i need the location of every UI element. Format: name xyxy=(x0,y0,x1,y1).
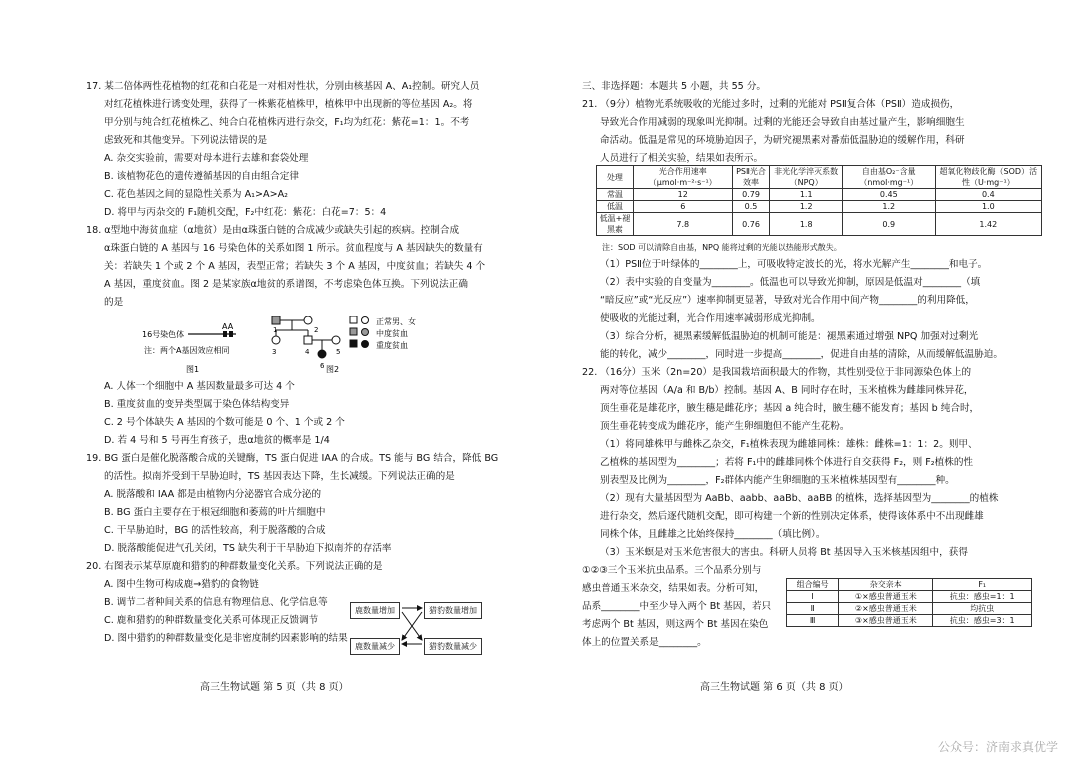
table-cross xyxy=(786,578,1032,627)
table-cell: 0.4 xyxy=(935,189,1041,201)
table-cell: 低温 xyxy=(597,201,634,213)
table-cell: ③×感虫普通玉米 xyxy=(839,615,933,627)
table-row xyxy=(597,189,1042,201)
box-deer-increase: 鹿数量增加 xyxy=(350,602,400,619)
table-cell: 0.79 xyxy=(732,189,770,201)
table-header: 超氧化物歧化酶（SOD）活性（U·mg⁻¹） xyxy=(935,166,1041,189)
table-header: 自由基O₂⁻含量（nmol·mg⁻¹） xyxy=(842,166,935,189)
text-line: A. 脱落酸和 IAA 都是由植物内分泌器官合成分泌的 xyxy=(104,489,322,500)
text-line: C. 花色基因之间的显隐性关系为 A₁>A>A₂ xyxy=(104,189,289,200)
svg-text:5: 5 xyxy=(336,348,341,356)
text-line: 别表型及比例为________，F₂群体内能产生卵细胞的玉米植株基因型有________种。 xyxy=(600,475,955,486)
text-line: 19. BG 蛋白是催化脱落酸合成的关键酶，TS 蛋白促进 IAA 的合成。TS 能与 BG 结合，降低 BG xyxy=(86,453,499,464)
svg-text:3: 3 xyxy=(272,348,277,356)
text-line: C. 鹿和猎豹的种群数量变化关系可体现正反馈调节 xyxy=(104,615,319,626)
text-line: （3）玉米螟是对玉米危害很大的害虫。科研人员将 Bt 基因导入玉米核基因组中，获得 xyxy=(600,547,968,558)
text-line: 导致光合作用减弱的现象叫光抑制。过剩的光能还会导致自由基过量产生，影响细胞生 xyxy=(600,117,965,128)
table-header: 处理 xyxy=(597,166,634,189)
text-line: A 基因，重度贫血。图 2 是某家族α地贫的系谱图，不考虑染色体互换。下列说法正确 xyxy=(104,279,468,290)
svg-text:4: 4 xyxy=(305,348,310,356)
text-line: D. 若 4 号和 5 号再生育孩子，患α地贫的概率是 1/4 xyxy=(104,435,330,446)
text-line: D. 将甲与丙杂交的 F₁随机交配，F₂中红花：紫花：白花=7：5：4 xyxy=(104,207,387,218)
table-cell: 7.8 xyxy=(633,213,732,236)
text-line: 18. α型地中海贫血症（α地贫）是由α珠蛋白链的合成减少或缺失引起的疾病。控制合成 xyxy=(86,225,460,236)
text-line: B. 该植物花色的遗传遵循基因的自由组合定律 xyxy=(104,171,299,182)
table-cell: 1.0 xyxy=(935,201,1041,213)
text-line: （2）现有大量基因型为 AaBb、aabb、aaBb、aaBB 的植株，选择基因型为________的植株 xyxy=(600,493,999,504)
table-cell: 均抗虫 xyxy=(933,603,1032,615)
text-line: （3）综合分析，褪黑素缓解低温胁迫的机制可能是：褪黑素通过增强 NPQ 加强对过剩光 xyxy=(600,331,979,342)
text-line: B. 重度贫血的变异类型属于染色体结构变异 xyxy=(104,399,290,410)
fig2-caption: 图2 xyxy=(326,365,340,374)
text-line: 顶生垂花转变成为雌花序，能产生卵细胞但不能产生花粉。 xyxy=(600,421,850,432)
aa-label: AA xyxy=(222,322,234,331)
svg-text:正常男、女: 正常男、女 xyxy=(376,317,416,326)
table-header: 组合编号 xyxy=(787,579,839,591)
table-cell: 1.42 xyxy=(935,213,1041,236)
table-cell: 0.9 xyxy=(842,213,935,236)
table-cell: 12 xyxy=(633,189,732,201)
table-photosynthesis xyxy=(596,165,1042,236)
table-cell: Ⅱ xyxy=(787,603,839,615)
text-line: 能的转化，减少________，同时进一步提高________，促进自由基的清除，从而缓解低温胁迫。 xyxy=(600,349,1003,360)
text-line: 三、非选择题：本题共 5 小题，共 55 分。 xyxy=(582,81,767,92)
figure-1-2 xyxy=(86,316,491,376)
text-line: A. 图中生物可构成鹿→猎豹的食物链 xyxy=(104,579,259,590)
table-cell: 1.8 xyxy=(770,213,842,236)
text-line: 22. （16分）玉米（2n=20）是我国栽培面积最大的作物，其性别受位于非同源染色体上的 xyxy=(582,367,972,378)
text-line: 的是 xyxy=(104,297,124,308)
text-line: 关：若缺失 1 个或 2 个 A 基因，表型正常；若缺失 3 个 A 基因，中度贫血；若缺失 4 个 xyxy=(104,261,486,272)
text-line: D. 图中猎豹的种群数量变化是非密度制约因素影响的结果 xyxy=(104,633,348,644)
box-cheetah-increase: 猎豹数量增加 xyxy=(424,602,482,619)
text-line: 两对等位基因（A/a 和 B/b）控制。基因 A、B 同时存在时，玉米植株为雌雄同株异花， xyxy=(600,385,974,396)
svg-text:1: 1 xyxy=(273,326,278,334)
text-line: 20. 右图表示某草原鹿和猎豹的种群数量变化关系。下列说法正确的是 xyxy=(86,561,383,572)
text-line: 感虫普通玉米杂交，结果如表。分析可知， xyxy=(582,583,765,594)
text-line: B. 调节二者种间关系的信息有物理信息、化学信息等 xyxy=(104,597,328,608)
table-cell: Ⅰ xyxy=(787,591,839,603)
text-line: “暗反应”或“光反应”）速率抑制更显著，导致对光合作用中间产物________的利用降低， xyxy=(600,295,975,306)
table-row xyxy=(597,201,1042,213)
table-cell: 常温 xyxy=(597,189,634,201)
text-line: 品系________中至少导入两个 Bt 基因，若只 xyxy=(582,601,772,612)
text-line: 顶生垂花是雄花序，腋生穗是雌花序；基因 a 纯合时，腋生穗不能发育；基因 b 纯合时， xyxy=(600,403,980,414)
table-cell: ①×感虫普通玉米 xyxy=(839,591,933,603)
table-cell: 0.45 xyxy=(842,189,935,201)
footer-right: 高三生物试题 第 6 页（共 8 页） xyxy=(700,682,849,693)
svg-text:重度贫血: 重度贫血 xyxy=(376,341,408,350)
chrom-label: 16号染色体 xyxy=(142,330,185,339)
table-cell: 0.5 xyxy=(732,201,770,213)
table-cell: 抗虫：感虫=1：1 xyxy=(933,591,1032,603)
text-line: 乙植株的基因型为________；若将 F₁中的雌雄同株个体进行自交获得 F₂，则 F₂植株的性 xyxy=(600,457,974,468)
text-line: 使吸收的光能过剩，光合作用速率减弱形成光抑制。 xyxy=(600,313,821,324)
text-line: 17. 某二倍体两性花植物的红花和白花是一对相对性状，分别由核基因 A、A₁控制。研究人员 xyxy=(86,81,480,92)
fig1-caption: 图1 xyxy=(186,365,200,374)
table-cell: 低温+褪黑素 xyxy=(597,213,634,236)
table-header: 杂交亲本 xyxy=(839,579,933,591)
text-line: ①②③三个玉米抗虫品系。三个品系分别与 xyxy=(582,565,762,576)
right-page xyxy=(582,78,1002,168)
text-line: D. 脱落酸能促进气孔关闭，TS 缺失利于干旱胁迫下拟南芥的存活率 xyxy=(104,543,392,554)
table-header: 非光化学淬灭系数（NPQ） xyxy=(770,166,842,189)
text-line: （1）将同雄株甲与雌株乙杂交，F₁植株表现为雌雄同株：雄株：雌株=1：1：2。则甲、 xyxy=(600,439,978,450)
text-line: 考虑两个 Bt 基因，则这两个 Bt 基因在染色 xyxy=(582,619,769,630)
box-deer-decrease: 鹿数量减少 xyxy=(350,638,400,655)
table-row xyxy=(787,615,1032,627)
box-cheetah-decrease: 猎豹数量减少 xyxy=(424,638,482,655)
text-line: （1）PSⅡ位于叶绿体的________上，可吸收特定波长的光，将水光解产生________和电子。 xyxy=(600,259,988,270)
text-line: B. BG 蛋白主要存在于根冠细胞和萎蔫的叶片细胞中 xyxy=(104,507,326,518)
table-note: 注：SOD 可以清除自由基，NPQ 能将过剩的光能以热能形式散失。 xyxy=(602,243,842,252)
table-row xyxy=(787,603,1032,615)
text-line: 虑致死和其他变异。下列说法错误的是 xyxy=(104,135,268,146)
table-cell: 抗虫：感虫=3：1 xyxy=(933,615,1032,627)
footer-left: 高三生物试题 第 5 页（共 8 页） xyxy=(200,682,349,693)
left-page xyxy=(86,78,499,648)
text-line: 体上的位置关系是________。 xyxy=(582,637,707,648)
table-cell: 6 xyxy=(633,201,732,213)
pedigree-figure xyxy=(86,316,491,376)
text-line: 的活性。拟南芥受到干旱胁迫时，TS 基因表达下降，生长减缓。下列说法正确的是 xyxy=(104,471,455,482)
table-cell: Ⅲ xyxy=(787,615,839,627)
table-header: 光合作用速率（μmol·m⁻²·s⁻¹） xyxy=(633,166,732,189)
table-cell: ②×感虫普通玉米 xyxy=(839,603,933,615)
table-header: PSⅡ光合效率 xyxy=(732,166,770,189)
text-line: 21. （9分）植物光系统吸收的光能过多时，过剩的光能对 PSⅡ复合体（PSⅡ）造成损伤， xyxy=(582,99,960,110)
svg-text:2: 2 xyxy=(314,326,319,334)
text-line: （2）表中实验的自变量为________。低温也可以导致光抑制，原因是低温对________（填 xyxy=(600,277,981,288)
text-line: A. 杂交实验前，需要对母本进行去雄和套袋处理 xyxy=(104,153,309,164)
watermark: 公众号：济南求真优学 xyxy=(937,740,1058,754)
table-cell: 0.76 xyxy=(732,213,770,236)
text-line: 人员进行了相关实验，结果如表所示。 xyxy=(600,153,764,164)
fig-note: 注：两个A基因效应相同 xyxy=(144,346,230,355)
table-row xyxy=(787,591,1032,603)
table-header: F₁ xyxy=(933,579,1032,591)
svg-text:中度贫血: 中度贫血 xyxy=(376,329,408,338)
text-line: C. 2 号个体缺失 A 基因的个数可能是 0 个、1 个或 2 个 xyxy=(104,417,345,428)
text-line: 对红花植株进行诱变处理，获得了一株紫花植株甲，植株甲中出现新的等位基因 A₂。将 xyxy=(104,99,473,110)
text-line: 进行杂交，然后逐代随机交配，即可构建一个新的性别决定体系，使得该体系中不出现雌雄 xyxy=(600,511,984,522)
text-line: A. 人体一个细胞中 A 基因数量最多可达 4 个 xyxy=(104,381,295,392)
svg-text:6: 6 xyxy=(320,362,325,370)
table-cell: 1.2 xyxy=(770,201,842,213)
text-line: 同株个体，且雌雄之比始终保持________（填比例）。 xyxy=(600,529,826,540)
table-cell: 1.1 xyxy=(770,189,842,201)
table-cell: 1.2 xyxy=(842,201,935,213)
text-line: C. 干旱胁迫时，BG 的活性较高，利于脱落酸的合成 xyxy=(104,525,326,536)
text-line: 命活动。低温是常见的环境胁迫因子，为研究褪黑素对番茄低温胁迫的缓解作用，科研 xyxy=(600,135,965,146)
table-row xyxy=(597,213,1042,236)
text-line: α珠蛋白链的 A 基因与 16 号染色体的关系如图 1 所示。贫血程度与 A 基因缺失的数量有 xyxy=(104,243,483,254)
text-line: 甲分别与纯合红花植株乙、纯合白花植株丙进行杂交，F₁均为红花：紫花=1：1。不考 xyxy=(104,117,470,128)
